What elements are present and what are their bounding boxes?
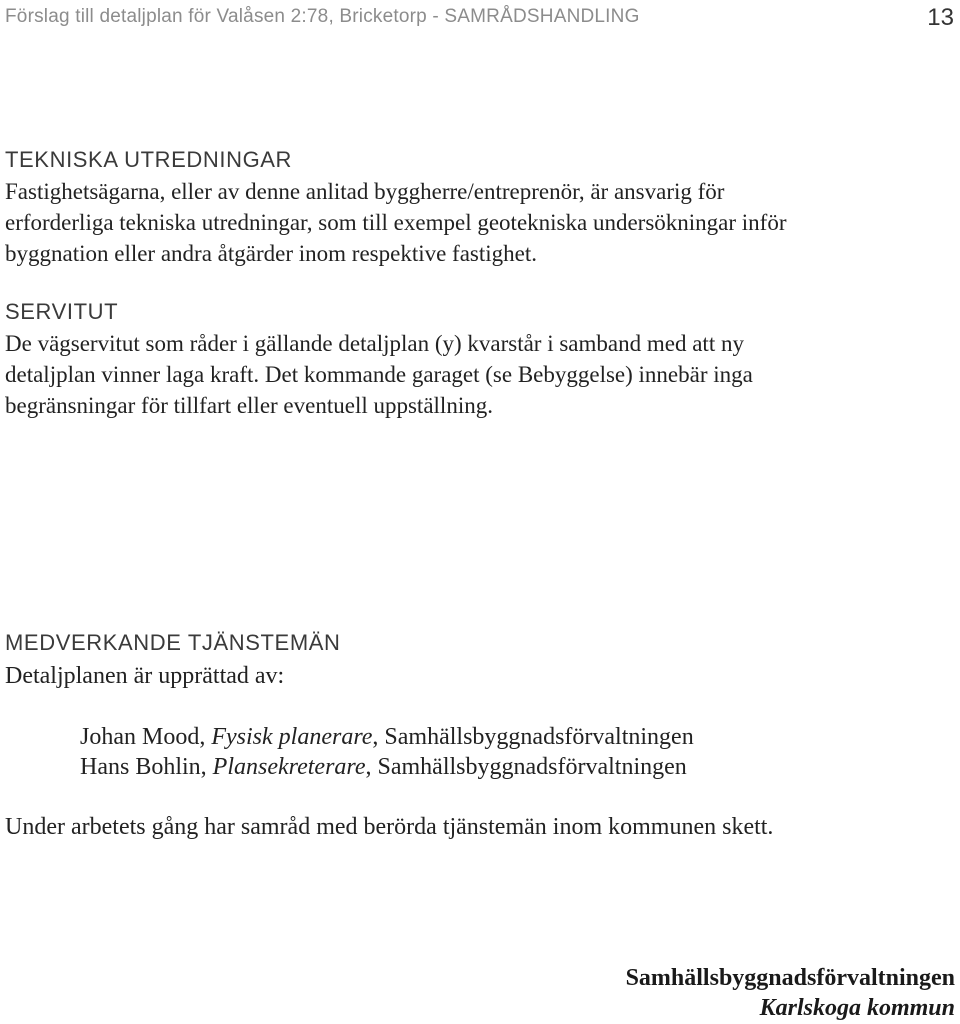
- person-role: Fysisk planerare: [211, 724, 373, 750]
- footer-municipality: Karlskoga kommun: [759, 995, 955, 1021]
- person-name: Hans Bohlin,: [80, 754, 213, 780]
- section-heading-servitut: SERVITUT: [5, 299, 119, 324]
- person-role: Plansekreterare: [212, 754, 366, 780]
- intro-text: Detaljplanen är upprättad av:: [5, 663, 285, 689]
- paragraph-line: De vägservitut som råder i gällande detaljplan (y) kvarstår i samband med att ny: [5, 331, 744, 356]
- person-organization: , Samhällsbyggnadsförvaltningen: [365, 754, 687, 780]
- closing-statement: Under arbetets gång har samråd med berörda tjänstemän inom kommunen skett.: [5, 814, 774, 840]
- paragraph-line: begränsningar för tillfart eller eventuell uppställning.: [5, 393, 493, 418]
- section-heading-medverkande: MEDVERKANDE TJÄNSTEMÄN: [5, 630, 341, 655]
- paragraph-line: detaljplan vinner laga kraft. Det kommande garaget (se Bebyggelse) innebär inga: [5, 362, 753, 387]
- paragraph-line: Fastighetsägarna, eller av denne anlitad byggherre/entreprenör, är ansvarig för: [5, 179, 725, 204]
- running-header-title: Förslag till detaljplan för Valåsen 2:78, Bricketorp - SAMRÅDSHANDLING: [5, 6, 640, 27]
- paragraph-line: byggnation eller andra åtgärder inom respektive fastighet.: [5, 241, 537, 266]
- footer-organization: Samhällsbyggnadsförvaltningen: [625, 965, 955, 991]
- person-entry: [80, 722, 694, 753]
- paragraph-line: erforderliga tekniska utredningar, som till exempel geotekniska undersökningar inför: [5, 210, 787, 235]
- person-organization: , Samhällsbyggnadsförvaltningen: [372, 724, 694, 750]
- person-entry: [80, 752, 687, 783]
- section-heading-tekniska: TEKNISKA UTREDNINGAR: [5, 147, 293, 172]
- person-name: Johan Mood,: [80, 724, 212, 750]
- page-number: 13: [927, 4, 954, 31]
